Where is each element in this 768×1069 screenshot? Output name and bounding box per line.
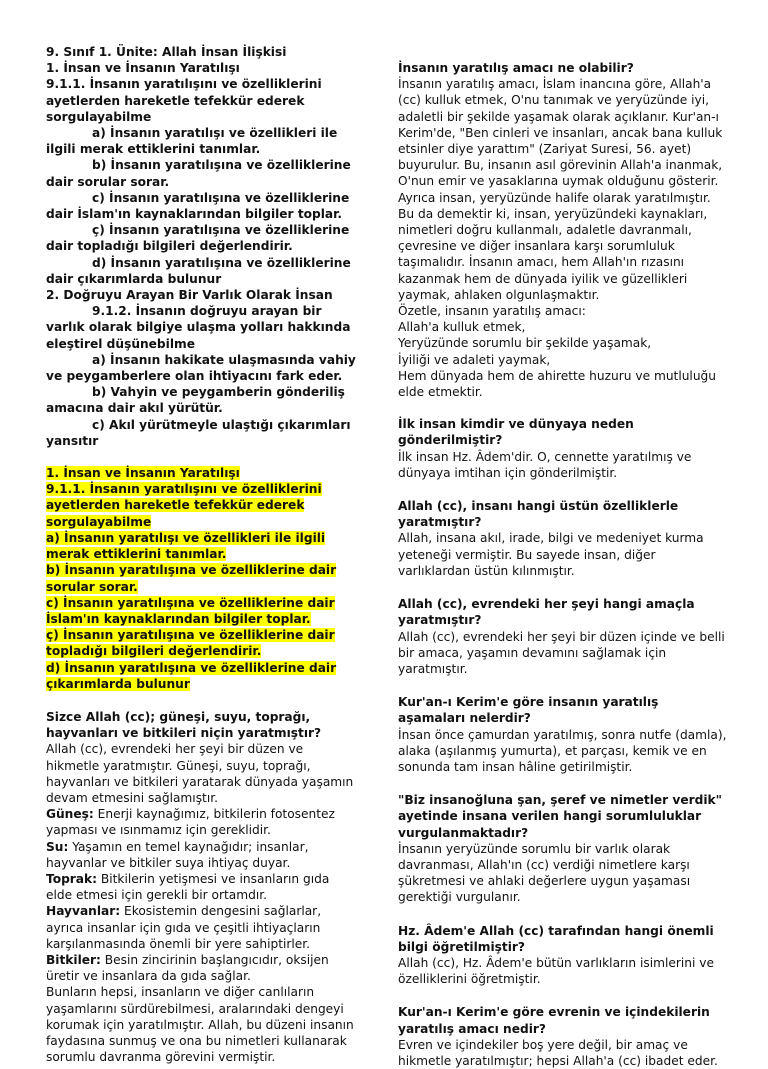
question: Allah (cc), insanı hangi üstün özelliklerle yaratmıştır? xyxy=(398,499,679,530)
answer: İlk insan Hz. Âdem'dir. O, cennette yaratılmış ve dünyaya imtihan için gönderilmiştir. xyxy=(398,449,692,480)
answer: İnsanın yaratılış amacı, İslam inancına göre, Allah'a (cc) kulluk etmek, O'nu tanımak ve yeryüzünde iyi, adaletli bir şekilde yaşamak olarak açıklanır. Kur'an-ı Kerim'de, "Ben cinleri ve insanları, ancak bana kulluk etsinler diye yarattım" (Zariyat Suresi, 56. ayet) buyurulur. Bu, insanın asıl görevinin Allah'a inanmak, O'nun emir ve yasaklarına uymak olduğunu gösterir. xyxy=(398,77,723,189)
definition-term: Bitkiler: xyxy=(46,952,101,967)
outcome-item: b) Vahyin ve peygamberin gönderiliş amacına dair akıl yürütür. xyxy=(46,385,345,416)
outcome-heading: 9.1.1. İnsanın yaratılışını ve özelliklerini ayetlerden hareketle tefekkür ederek sorgulayabilme xyxy=(46,77,322,124)
qa-universe-purpose xyxy=(398,596,728,677)
definition-text: Yaşamın en temel kaynağıdır; insanlar, hayvanlar ve bitkiler suya ihtiyaç duyar. xyxy=(46,839,309,870)
spacer xyxy=(398,906,728,923)
outcome-heading: 9.1.2. İnsanın doğruyu arayan bir varlık olarak bilgiye ulaşma yolları hakkında eleştirel düşünebilme xyxy=(46,304,351,351)
highlighted-item: d) İnsanın yaratılışına ve özelliklerine dair çıkarımlarda bulunur xyxy=(46,660,337,691)
highlighted-heading: 1. İnsan ve İnsanın Yaratılışı xyxy=(46,466,240,481)
outcome-item: c) Akıl yürütmeyle ulaştığı çıkarımları yansıtır xyxy=(46,417,351,448)
definition-text: Besin zincirinin başlangıcıdır, oksijen üretir ve insanlara da gıda sağlar. xyxy=(46,952,329,984)
highlighted-item: c) İnsanın yaratılışına ve özelliklerine dair İslam'ın kaynaklarından bilgiler toplar. xyxy=(46,595,335,626)
definition-term: Hayvanlar: xyxy=(46,904,121,919)
answer: Özetle, insanın yaratılış amacı: xyxy=(398,304,586,319)
outcome-item: a) İnsanın hakikate ulaşmasında vahiy ve peygamberlere olan ihtiyacını fark eder. xyxy=(46,352,356,384)
answer: İnsanın yeryüzünde sorumlu bir varlık olarak davranması, Allah'ın (cc) verdiği nimetlere karşı şükretmesi ve ahlaki değerlere uygun yaşaması gerektiği vurgulanır. xyxy=(398,841,691,905)
highlighted-item: a) İnsanın yaratılışı ve özellikleri ile ilgili merak ettiklerini tanımlar. xyxy=(46,530,326,562)
definition-text: Bitkilerin yetişmesi ve insanların gıda elde etmesi için gerekli bir ortamdır. xyxy=(46,871,330,903)
document-title: 9. Sınıf 1. Ünite: Allah İnsan İlişkisi xyxy=(46,45,287,59)
definition-term: Toprak: xyxy=(46,871,98,886)
summary-line: Allah'a kulluk etmek, xyxy=(398,320,526,335)
qa-adam-knowledge xyxy=(398,923,728,988)
highlighted-outcome: 9.1.1. İnsanın yaratılışını ve özelliklerini ayetlerden hareketle tefekkür ederek sorgulayabilme xyxy=(46,482,322,529)
question: İlk insan kimdir ve dünyaya neden gönderilmiştir? xyxy=(398,417,634,448)
summary-line: İyiliği ve adaleti yaymak, xyxy=(398,352,551,367)
spacer xyxy=(398,775,728,792)
answer: İnsan önce çamurdan yaratılmış, sonra nutfe (damla), alaka (aşılanmış yumurta), et parçası, kemik ve en sonunda tam insan hâline getirilmiştir. xyxy=(398,727,727,774)
question: Kur'an-ı Kerim'e göre insanın yaratılış aşamaları nelerdir? xyxy=(398,695,659,726)
summary-line: Hem dünyada hem de ahirette huzuru ve mutluluğu elde etmektir. xyxy=(398,368,716,400)
unit-heading: 1. İnsan ve İnsanın Yaratılışı xyxy=(46,61,240,76)
definition-item xyxy=(46,903,356,952)
spacer xyxy=(398,481,728,498)
answer: Evren ve içindekiler boş yere değil, bir amaç ve hikmetle yaratılmıştır; hepsi Allah'a (cc) ibadet eder. xyxy=(398,1037,718,1068)
definition-term: Su: xyxy=(46,839,69,854)
question: "Biz insanoğluna şan, şeref ve nimetler verdik" ayetinde insana verilen hangi sorumluluklar vurgulanmaktadır? xyxy=(398,793,722,840)
highlighted-item: b) İnsanın yaratılışına ve özelliklerine dair sorular sorar. xyxy=(46,563,337,594)
outcome-item: c) İnsanın yaratılışına ve özelliklerine dair İslam'ın kaynaklarından bilgiler toplar. xyxy=(46,190,350,222)
answer: Allah (cc), evrendeki her şeyi bir düzen ve hikmetle yaratmıştır. Güneşi, suyu, toprağı, hayvanları ve bitkileri yaratarak dünyada yaşamın devam etmesini sağlamıştır. xyxy=(46,742,354,805)
spacer xyxy=(398,400,728,416)
left-column xyxy=(46,44,356,1065)
definition-text: Ekosistemin dengesini sağlarlar, ayrıca insanlar için gıda ve çeşitli ihtiyaçların karşılanmasında önemli bir yere sahiptirler. xyxy=(46,904,322,951)
definition-text: Enerji kaynağımız, bitkilerin fotosentez yapması ve ısınmamız için gereklidir. xyxy=(46,807,335,838)
outcome-item: a) İnsanın yaratılışı ve özellikleri ile ilgili merak ettiklerini tanımlar. xyxy=(46,126,338,157)
highlighted-item: ç) İnsanın yaratılışına ve özelliklerine dair topladığı bilgileri değerlendirir. xyxy=(46,628,335,659)
definition-item xyxy=(46,871,356,903)
outline-section xyxy=(46,44,356,449)
outcome-item: d) İnsanın yaratılışına ve özelliklerine dair çıkarımlarda bulunur xyxy=(46,255,351,286)
qa-sizce xyxy=(46,709,356,1065)
spacer xyxy=(398,579,728,596)
question: İnsanın yaratılış amacı ne olabilir? xyxy=(398,61,634,75)
answer: Allah (cc), evrendeki her şeyi bir düzen içinde ve belli bir amaca, yaşamın devamını sağlamak için yaratmıştır. xyxy=(398,629,725,676)
spacer xyxy=(46,449,356,465)
qa-first-human xyxy=(398,416,728,481)
unit-heading: 2. Doğruyu Arayan Bir Varlık Olarak İnsan xyxy=(46,288,333,303)
highlighted-section xyxy=(46,465,356,692)
outcome-item: ç) İnsanın yaratılışına ve özelliklerine dair topladığı bilgileri değerlendirir. xyxy=(46,223,350,254)
answer: Ayrıca insan, yeryüzünde halife olarak yaratılmıştır. Bu da demektir ki, insan, yeryüzündeki kaynakları, nimetleri doğru kullanmalı, adaletle davranmalı, çevresine ve diğer insanlara karşı sorumluluk taşımalıdır. İnsanın amacı, hem Allah'ın rızasını kazanmak hem de dünyada iyilik ve güzellikleri yaymak, ahlaken olgunlaşmaktır. xyxy=(398,190,711,302)
qa-creation-stages xyxy=(398,694,728,775)
qa-universe-creation xyxy=(398,1004,728,1069)
spacer xyxy=(398,987,728,1004)
definition-item xyxy=(46,806,356,838)
answer: Allah (cc), Hz. Âdem'e bütün varlıkların isimlerini ve özelliklerini öğretmiştir. xyxy=(398,955,714,987)
answer-closing: Bunların hepsi, insanların ve diğer canlıların yaşamlarını sürdürebilmesi, aralarındaki dengeyi korumak için yaratılmıştır. Allah, bu düzeni insanın faydasına sunmuş ve ona bu nimetleri kullanarak sorumlu davranma görevini vermiştir. xyxy=(46,985,354,1065)
qa-purpose xyxy=(398,60,728,400)
summary-line: Yeryüzünde sorumlu bir şekilde yaşamak, xyxy=(398,336,652,351)
spacer xyxy=(398,677,728,694)
right-column xyxy=(398,60,728,1069)
question: Kur'an-ı Kerim'e göre evrenin ve içindekilerin yaratılış amacı nedir? xyxy=(398,1005,710,1036)
question: Hz. Âdem'e Allah (cc) tarafından hangi önemli bilgi öğretilmiştir? xyxy=(398,923,714,954)
question: Allah (cc), evrendeki her şeyi hangi amaçla yaratmıştır? xyxy=(398,597,695,628)
answer: Allah, insana akıl, irade, bilgi ve medeniyet kurma yeteneği vermiştir. Bu sayede insan, diğer varlıklardan üstün kılınmıştır. xyxy=(398,531,704,578)
definition-item xyxy=(46,839,356,871)
qa-superior-traits xyxy=(398,498,728,579)
definition-term: Güneş: xyxy=(46,807,94,822)
outcome-item: b) İnsanın yaratılışına ve özelliklerine dair sorular sorar. xyxy=(46,158,351,189)
spacer xyxy=(46,692,356,709)
definition-item xyxy=(46,952,356,984)
question: Sizce Allah (cc); güneşi, suyu, toprağı, hayvanları ve bitkileri niçin yaratmıştır? xyxy=(46,709,322,741)
qa-responsibilities xyxy=(398,792,728,905)
